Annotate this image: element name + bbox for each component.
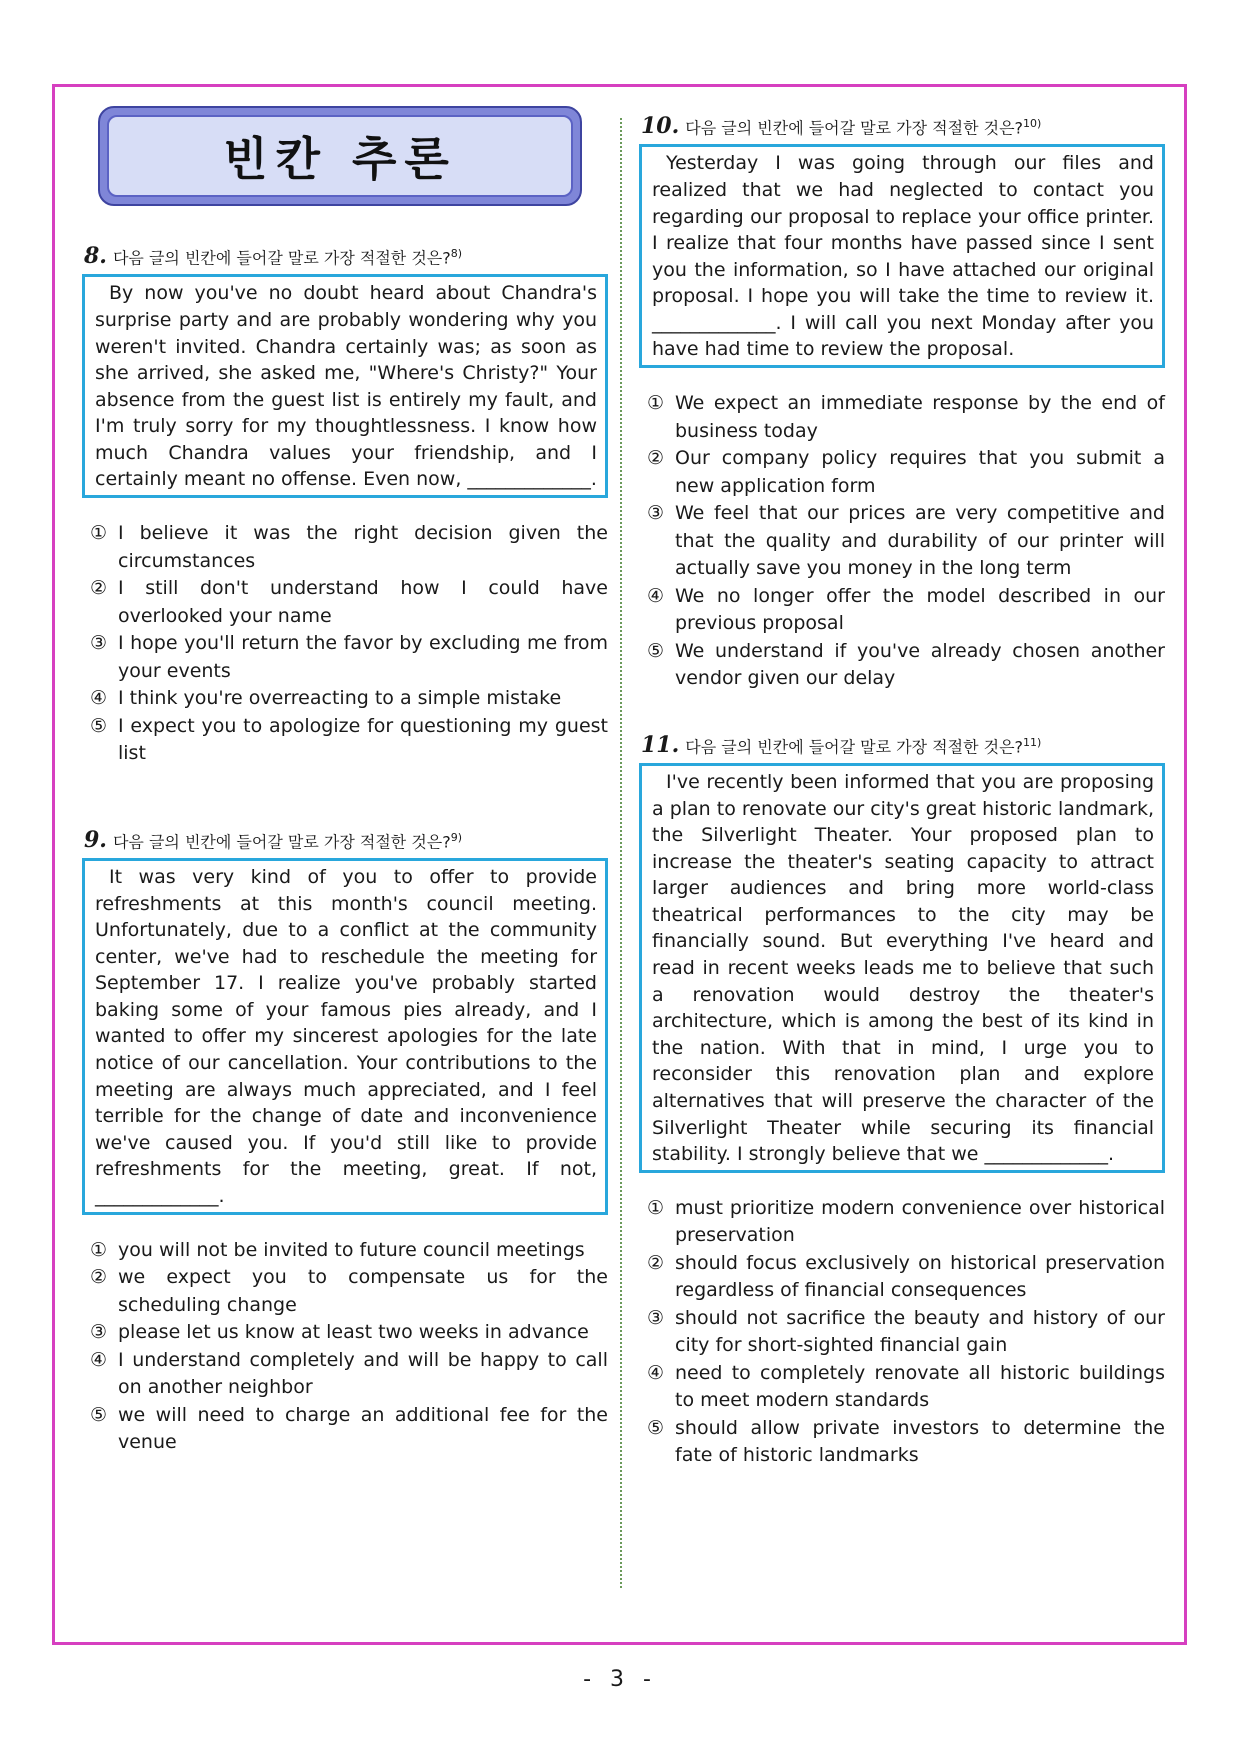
option-text: We understand if you've already chosen another vendor given our delay (675, 639, 1165, 690)
option-marker: ④ (90, 1348, 108, 1371)
option-marker: ② (90, 1266, 108, 1289)
option-marker: ④ (90, 687, 108, 710)
option-marker: ② (647, 447, 665, 470)
option-text: should focus exclusively on historical preservation regardless of financial consequences (675, 1251, 1165, 1302)
page-number: - 3 - (583, 1667, 657, 1692)
option-marker: ③ (90, 1321, 108, 1344)
question-header (84, 826, 608, 854)
answer-option[interactable] (647, 500, 1165, 583)
option-marker: ③ (647, 502, 665, 525)
option-text: please let us know at least two weeks in advance (118, 1321, 589, 1344)
question-9 (82, 826, 608, 1457)
option-text: We expect an immediate response by the end of business today (675, 392, 1165, 442)
option-marker: ③ (90, 632, 108, 655)
option-marker: ④ (647, 584, 665, 607)
passage-box: It was very kind of you to offer to provide refreshments at this month's council meeting. Unfortunately, due to a conflict at the community center, we've had to reschedule the meeting for September 17. I realize you've probably started baking some of your famous pies already, and I wanted to offer my sincerest apologies for the late notice of our cancellation. Your contributions to the meeting are always much appreciated, and I feel terrible for the change of date and inconvenience we've caused you. If you'd still like to provide refreshments for the meeting, great. If not, _____________. (82, 858, 608, 1215)
answer-option[interactable] (90, 1347, 608, 1402)
option-text: I think you're overreacting to a simple mistake (118, 687, 562, 710)
option-text: need to completely renovate all historic buildings to meet modern standards (675, 1361, 1165, 1412)
option-text: We feel that our prices are very competitive and that the quality and durability of our printer will actually save you money in the long term (675, 502, 1165, 580)
answer-option[interactable] (647, 1360, 1165, 1415)
footnote-marker: 11) (1023, 735, 1042, 749)
answer-options (639, 390, 1165, 693)
question-number: 8. (84, 243, 107, 270)
answer-option[interactable] (647, 390, 1165, 445)
footnote-marker: 8) (450, 247, 463, 260)
passage-box: Yesterday I was going through our files and realized that we had neglected to contact you regarding our proposal to replace your office printer. I realize that four months have passed since I sent you the information, so I have attached our original proposal. I hope you will take the time to review it. _____________. I will call you next Monday after you have had time to review the proposal. (639, 144, 1165, 368)
section-title-inner (107, 115, 573, 197)
section-title: 빈칸 추론 (223, 132, 457, 186)
question-8 (82, 242, 608, 768)
option-marker: ④ (647, 1361, 665, 1384)
answer-options (639, 1195, 1165, 1470)
answer-option[interactable] (90, 630, 608, 685)
question-number: 11. (641, 731, 680, 758)
option-text: we expect you to compensate us for the scheduling change (118, 1266, 608, 1316)
answer-option[interactable] (90, 575, 608, 630)
answer-option[interactable] (647, 1305, 1165, 1360)
right-column (639, 112, 1165, 1470)
option-marker: ③ (647, 1306, 665, 1329)
passage-box: I've recently been informed that you are proposing a plan to renovate our city's great historic landmark, the Silverlight Theater. Your proposed plan to increase the theater's seating capacity to attract larger audiences and bring more world-class theatrical performances to the city may be financially sound. But everything I've heard and read in recent weeks leads me to believe that such a renovation would destroy the theater's architecture, which is among the best of its kind in the nation. With that in mind, I urge you to reconsider this renovation plan and explore alternatives that will preserve the character of the Silverlight Theater while securing its financial stability. I strongly believe that we _____________. (639, 763, 1165, 1173)
answer-option[interactable] (90, 1264, 608, 1319)
answer-option[interactable] (90, 1402, 608, 1457)
option-text: you will not be invited to future council meetings (118, 1238, 585, 1261)
question-number: 10. (641, 113, 680, 140)
answer-option[interactable] (647, 638, 1165, 693)
question-prompt: 다음 글의 빈칸에 들어갈 말로 가장 적절한 것은? (112, 248, 451, 268)
option-marker: ① (647, 1196, 665, 1219)
option-text: I expect you to apologize for questioning my guest list (118, 714, 608, 765)
column-divider (620, 118, 622, 1588)
option-text: I still don't understand how I could have overlooked your name (118, 577, 608, 627)
option-marker: ① (90, 1238, 108, 1261)
answer-option[interactable] (647, 1250, 1165, 1305)
question-header (641, 112, 1165, 140)
option-marker: ⑤ (647, 639, 665, 662)
answer-option[interactable] (90, 685, 608, 713)
option-marker: ② (90, 577, 108, 600)
question-prompt: 다음 글의 빈칸에 들어갈 말로 가장 적절한 것은? (685, 736, 1024, 756)
option-marker: ① (647, 392, 665, 415)
footnote-marker: 10) (1023, 117, 1042, 130)
footnote-marker: 9) (450, 830, 463, 844)
answer-option[interactable] (90, 520, 608, 575)
option-text: Our company policy requires that you submit a new application form (675, 447, 1165, 497)
option-text: We no longer offer the model described in our previous proposal (675, 584, 1165, 635)
section-title-banner (98, 106, 582, 206)
answer-option[interactable] (90, 713, 608, 768)
option-text: must prioritize modern convenience over historical preservation (675, 1196, 1165, 1247)
option-marker: ⑤ (647, 1416, 665, 1439)
question-11 (639, 731, 1165, 1470)
answer-options (82, 1237, 608, 1457)
answer-option[interactable] (647, 1195, 1165, 1250)
question-prompt: 다음 글의 빈칸에 들어갈 말로 가장 적절한 것은? (112, 831, 451, 851)
answer-option[interactable] (647, 1415, 1165, 1470)
option-text: should not sacrifice the beauty and history of our city for short-sighted financial gain (675, 1306, 1165, 1357)
question-10 (639, 112, 1165, 693)
option-text: we will need to charge an additional fee for the venue (118, 1403, 608, 1454)
question-number: 9. (84, 826, 107, 853)
option-marker: ⑤ (90, 1403, 108, 1426)
option-marker: ② (647, 1251, 665, 1274)
option-marker: ① (90, 522, 108, 545)
answer-options (82, 520, 608, 768)
left-column (82, 106, 608, 1457)
option-text: I believe it was the right decision given the circumstances (118, 522, 608, 572)
question-header (641, 731, 1165, 759)
option-marker: ⑤ (90, 714, 108, 737)
answer-option[interactable] (90, 1319, 608, 1347)
question-header (84, 242, 608, 270)
passage-box: By now you've no doubt heard about Chandra's surprise party and are probably wondering why you weren't invited. Chandra certainly was; as soon as she arrived, she asked me, "Where's Christy?" Your absence from the guest list is entirely my fault, and I'm truly sorry for my thoughtlessness. I know how much Chandra values your friendship, and I certainly meant no offense. Even now, _____________. (82, 274, 608, 498)
option-text: should allow private investors to determine the fate of historic landmarks (675, 1416, 1165, 1467)
answer-option[interactable] (90, 1237, 608, 1265)
option-text: I hope you'll return the favor by excluding me from your events (118, 632, 608, 682)
answer-option[interactable] (647, 583, 1165, 638)
question-prompt: 다음 글의 빈칸에 들어갈 말로 가장 적절한 것은? (685, 118, 1024, 138)
option-text: I understand completely and will be happy to call on another neighbor (118, 1348, 608, 1399)
answer-option[interactable] (647, 445, 1165, 500)
